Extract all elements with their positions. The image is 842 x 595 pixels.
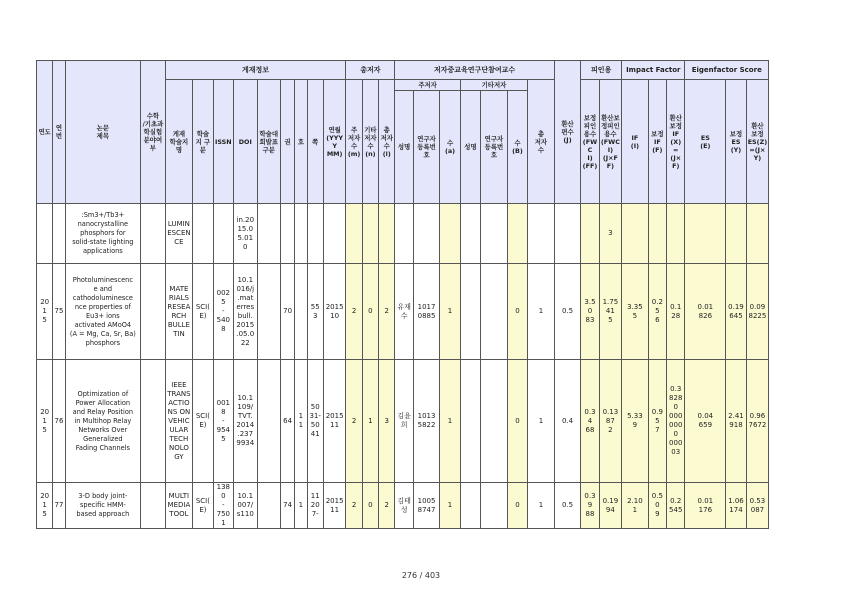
- cell-m: 2: [346, 360, 362, 483]
- header-reg-main: 연구자 등록번 호: [413, 91, 440, 204]
- cell-b: 0: [507, 264, 527, 360]
- cell-m: [346, 204, 362, 264]
- cell-issn: 0025 - 5408: [213, 264, 233, 360]
- cell-journal: IEEE TRANS ACTIO NS ON VEHIC ULAR TECH NOLO GY: [165, 360, 193, 483]
- cell-name1: 유재 수: [395, 264, 413, 360]
- cell-year: 201 5: [37, 360, 53, 483]
- cell-reg1: 1013 5822: [413, 360, 440, 483]
- cell-l: 2: [379, 483, 395, 529]
- cell-l: 2: [379, 264, 395, 360]
- cell-reg1: 1005 8747: [413, 483, 440, 529]
- cell-year: 201 5: [37, 483, 53, 529]
- header-total-authors: 총 저자 수 (l): [379, 80, 395, 204]
- header-citation: 피인용: [581, 61, 622, 80]
- header-conversion: 환산 편수 (J): [554, 61, 581, 204]
- header-es-corr: 보정 ES (Y): [726, 80, 746, 204]
- cell-reg2: [481, 204, 508, 264]
- cell-jif: [141, 264, 166, 360]
- header-db-type: 학술대 회발표 구분: [257, 80, 280, 204]
- cell-jif: [141, 360, 166, 483]
- cell-name2: [460, 264, 480, 360]
- cell-e: 0.01 826: [685, 264, 726, 360]
- cell-fwci: 0.1387 2: [599, 360, 621, 483]
- cell-y: 2.41 918: [726, 360, 746, 483]
- cell-f: 0.50 9: [648, 483, 666, 529]
- cell-jif: [141, 204, 166, 264]
- cell-b: [507, 204, 527, 264]
- cell-no: [295, 264, 307, 360]
- header-if-conv: 환산 보정 IF(X) = (J×F): [667, 80, 685, 204]
- header-es: ES (E): [685, 80, 726, 204]
- cell-reg2: [481, 483, 508, 529]
- cell-tot: 1: [528, 360, 555, 483]
- table-row: [37, 204, 802, 264]
- cell-jif: [141, 483, 166, 529]
- cell-issn: 0018 - 9545: [213, 360, 233, 483]
- header-journal-type: 학술 지 구 분: [193, 80, 213, 204]
- cell-n: [362, 204, 378, 264]
- cell-tot: 1: [528, 264, 555, 360]
- cell-if: 5.33 9: [622, 360, 649, 483]
- cell-fwci: 3: [599, 204, 621, 264]
- cell-z: 0.098225: [746, 264, 768, 360]
- cell-journal: MULTI MEDIA TOOL: [165, 483, 193, 529]
- header-count-main: 수 (a): [440, 91, 460, 204]
- header-fwci: 보정 피인 용수 (FWC I) (FF): [581, 80, 599, 204]
- header-if-corr: 보정 IF (F): [648, 80, 666, 204]
- cell-date: 2015 11: [323, 483, 346, 529]
- cell-journal: LUMIN ESCEN CE: [165, 204, 193, 264]
- header-participant-total: 총 저자 수: [528, 80, 555, 204]
- header-publication-info: 게재정보: [165, 61, 346, 80]
- cell-title: Optimization of Power Allocation and Relay Position in Multihop Relay Networks Over Generalized Fading Channels: [65, 360, 141, 483]
- cell-name2: [460, 483, 480, 529]
- cell-serial: [53, 204, 65, 264]
- cell-m: 2: [346, 483, 362, 529]
- cell-vol: 70: [281, 264, 295, 360]
- cell-x: 0.128: [667, 264, 685, 360]
- cell-name1: [395, 204, 413, 264]
- header-other-authors: 기타 저자 수 (n): [362, 80, 378, 204]
- header-field-check: 수학 /기초과 학실험 분야여 부: [141, 61, 166, 204]
- header-date: 연월 (YYYY MM): [323, 80, 346, 204]
- cell-y: [726, 204, 746, 264]
- header-doi: DOI: [234, 80, 257, 204]
- header-if: IF (I): [622, 80, 649, 204]
- cell-if: 3.35 5: [622, 264, 649, 360]
- header-fwci-conv: 환산보 정피인 용수 (FWCI) (J×FF): [599, 80, 621, 204]
- cell-x: 0.38280 0000000 00003: [667, 360, 685, 483]
- paper-table-body: [37, 204, 802, 529]
- header-journal: 게재 학술지 명: [165, 80, 193, 204]
- cell-reg2: [481, 360, 508, 483]
- cell-no: [295, 204, 307, 264]
- cell-tot: [528, 204, 555, 264]
- cell-fwci: 0.1994: [599, 483, 621, 529]
- cell-name2: [460, 204, 480, 264]
- table-row: [37, 483, 802, 529]
- cell-ff: 0.39 88: [581, 483, 599, 529]
- table-row: [37, 264, 802, 360]
- cell-page: 50 31- 50 41: [307, 360, 323, 483]
- header-name-etc: 성명: [460, 91, 480, 204]
- cell-n: 0: [362, 264, 378, 360]
- cell-z: [746, 204, 768, 264]
- cell-db: [257, 360, 280, 483]
- cell-f: 0.95 7: [648, 360, 666, 483]
- cell-serial: 77: [53, 483, 65, 529]
- cell-jtype: SCI( E): [193, 483, 213, 529]
- cell-n: 0: [362, 483, 378, 529]
- cell-m: 2: [346, 264, 362, 360]
- cell-page: [307, 204, 323, 264]
- cell-f: [648, 204, 666, 264]
- cell-n: 1: [362, 360, 378, 483]
- cell-name1: 김태 성: [395, 483, 413, 529]
- cell-vol: [281, 204, 295, 264]
- header-eigenfactor: Eigenfactor Score: [685, 61, 769, 80]
- cell-tot: 1: [528, 483, 555, 529]
- cell-jtype: SCI( E): [193, 264, 213, 360]
- header-main-author: 주저자: [395, 80, 460, 91]
- cell-serial: 75: [53, 264, 65, 360]
- cell-if: [622, 204, 649, 264]
- header-impact-factor: Impact Factor: [622, 61, 685, 80]
- cell-serial: 76: [53, 360, 65, 483]
- cell-a: 1: [440, 360, 460, 483]
- header-volume: 권: [281, 80, 295, 204]
- cell-page: 55 3: [307, 264, 323, 360]
- paper-table: [36, 60, 802, 529]
- cell-e: 0.04 659: [685, 360, 726, 483]
- header-etc-author: 기타저자: [460, 80, 527, 91]
- header-main-authors: 주 저자 수 (m): [346, 80, 362, 204]
- header-serial: 연번: [53, 61, 65, 204]
- header-issn: ISSN: [213, 80, 233, 204]
- cell-no: 1 1: [295, 360, 307, 483]
- cell-b: 0: [507, 360, 527, 483]
- header-authors: 총저자: [346, 61, 395, 80]
- cell-ff: 0.34 68: [581, 360, 599, 483]
- cell-title: Photoluminescenc e and cathodoluminesce nce properties of Eu3+ ions activated AMoO4 (A = Mg, Ca, Sr, Ba) phosphors: [65, 264, 141, 360]
- cell-a: [440, 204, 460, 264]
- header-name-main: 성명: [395, 91, 413, 204]
- cell-db: [257, 204, 280, 264]
- cell-fwci: 1.7541 5: [599, 264, 621, 360]
- cell-vol: 74: [281, 483, 295, 529]
- cell-j: 0.5: [554, 264, 581, 360]
- cell-reg1: 1017 0885: [413, 264, 440, 360]
- cell-j: [554, 204, 581, 264]
- header-page: 쪽: [307, 80, 323, 204]
- cell-ff: 3.50 83: [581, 264, 599, 360]
- cell-l: [379, 204, 395, 264]
- cell-doi: 10.1 109/ TVT. 2014 .237 9934: [234, 360, 257, 483]
- cell-x: 0.2545: [667, 483, 685, 529]
- cell-jtype: [193, 204, 213, 264]
- cell-title: 3-D body joint- specific HMM- based approach: [65, 483, 141, 529]
- header-es-conv: 환산 보정 ES(Z) =(J×Y): [746, 80, 768, 204]
- cell-if: 2.10 1: [622, 483, 649, 529]
- cell-y: 0.19 645: [726, 264, 746, 360]
- cell-z: 0.967672: [746, 360, 768, 483]
- cell-year: [37, 204, 53, 264]
- cell-year: 201 5: [37, 264, 53, 360]
- header-paper-title: 논문 제목: [65, 61, 141, 204]
- cell-z: 0.53087: [746, 483, 768, 529]
- cell-a: 1: [440, 483, 460, 529]
- cell-doi: in.20 15.0 5.01 0: [234, 204, 257, 264]
- cell-l: 3: [379, 360, 395, 483]
- header-participants: 저자중교육연구단참여교수: [395, 61, 554, 80]
- table-row: [37, 360, 802, 483]
- cell-reg2: [481, 264, 508, 360]
- header-issue: 호: [295, 80, 307, 204]
- header-year: 연도: [37, 61, 53, 204]
- cell-e: 0.01 176: [685, 483, 726, 529]
- cell-issn: [213, 204, 233, 264]
- cell-journal: MATE RIALS RESEA RCH BULLE TIN: [165, 264, 193, 360]
- cell-name2: [460, 360, 480, 483]
- cell-f: 0.25 6: [648, 264, 666, 360]
- cell-db: [257, 264, 280, 360]
- cell-date: 2015 10: [323, 264, 346, 360]
- header-count-etc: 수 (B): [507, 91, 527, 204]
- cell-title: :Sm3+/Tb3+ nanocrystalline phosphors for solid-state lighting applications: [65, 204, 141, 264]
- cell-b: 0: [507, 483, 527, 529]
- cell-j: 0.4: [554, 360, 581, 483]
- cell-reg1: [413, 204, 440, 264]
- cell-x: [667, 204, 685, 264]
- page-number: 276 / 403: [401, 571, 441, 580]
- cell-issn: 1380 - 7501: [213, 483, 233, 529]
- header-reg-etc: 연구자 등록번 호: [481, 91, 508, 204]
- cell-no: 1: [295, 483, 307, 529]
- cell-db: [257, 483, 280, 529]
- cell-a: 1: [440, 264, 460, 360]
- cell-jtype: SCI( E): [193, 360, 213, 483]
- cell-doi: 10.1 016/j .mat erres bull. 2015 .05.0 22: [234, 264, 257, 360]
- cell-j: 0.5: [554, 483, 581, 529]
- cell-e: [685, 204, 726, 264]
- cell-y: 1.06 174: [726, 483, 746, 529]
- cell-page: 11 20 7-: [307, 483, 323, 529]
- cell-date: [323, 204, 346, 264]
- cell-doi: 10.1 007/ s110: [234, 483, 257, 529]
- cell-name1: 김윤 희: [395, 360, 413, 483]
- cell-vol: 64: [281, 360, 295, 483]
- cell-date: 2015 11: [323, 360, 346, 483]
- cell-ff: [581, 204, 599, 264]
